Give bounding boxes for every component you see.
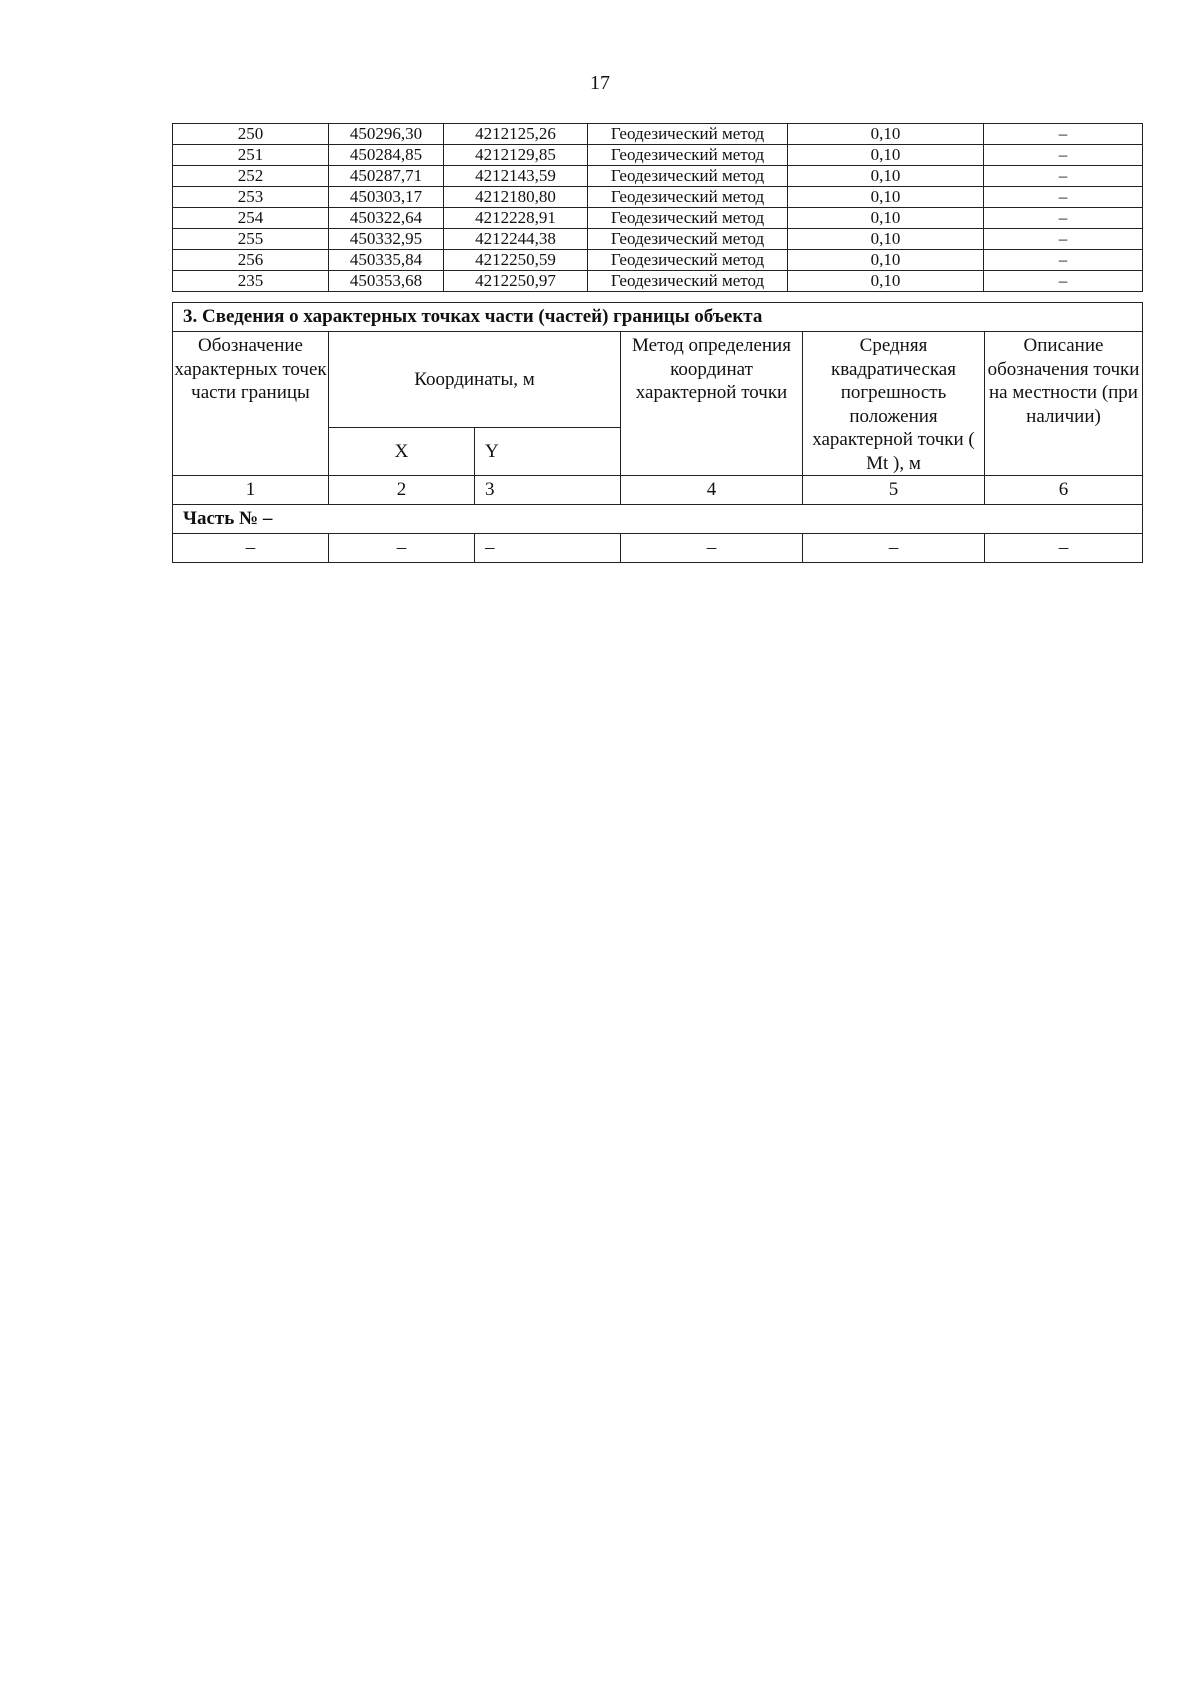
header-coordinates: Координаты, м [329,332,621,428]
page-number: 17 [590,72,610,94]
x-coordinate-cell: 450296,30 [329,124,444,145]
table-row [173,166,1143,187]
header-description: Описание обозначения точки на местности (при наличии) [985,332,1143,476]
table-row [173,187,1143,208]
y-coordinate-cell: 4212244,38 [444,229,588,250]
x-coordinate-cell: 450303,17 [329,187,444,208]
method-cell: Геодезический метод [588,271,788,292]
method-cell: Геодезический метод [588,229,788,250]
table-row [173,271,1143,292]
boundary-points-body [173,124,1143,292]
description-cell: – [984,208,1143,229]
header-method: Метод определения координат характерной точки [621,332,803,476]
accuracy-cell: 0,10 [788,166,984,187]
description-cell: – [984,166,1143,187]
table-cell: – [985,534,1143,563]
boundary-points-table [172,123,1143,292]
column-number: 2 [329,476,475,505]
y-coordinate-cell: 4212250,97 [444,271,588,292]
point-number-cell: 250 [173,124,329,145]
y-coordinate-cell: 4212129,85 [444,145,588,166]
point-number-cell: 254 [173,208,329,229]
method-cell: Геодезический метод [588,250,788,271]
y-coordinate-cell: 4212125,26 [444,124,588,145]
table-cell: – [329,534,475,563]
accuracy-cell: 0,10 [788,145,984,166]
accuracy-cell: 0,10 [788,229,984,250]
x-coordinate-cell: 450353,68 [329,271,444,292]
x-coordinate-cell: 450335,84 [329,250,444,271]
description-cell: – [984,124,1143,145]
description-cell: – [984,145,1143,166]
table-row [173,208,1143,229]
description-cell: – [984,271,1143,292]
header-x: X [329,428,475,476]
y-coordinate-cell: 4212180,80 [444,187,588,208]
table-row [173,124,1143,145]
section3-table [172,302,1143,563]
y-coordinate-cell: 4212250,59 [444,250,588,271]
column-number: 5 [803,476,985,505]
x-coordinate-cell: 450284,85 [329,145,444,166]
table-cell: – [173,534,329,563]
table-row [173,229,1143,250]
point-number-cell: 253 [173,187,329,208]
method-cell: Геодезический метод [588,187,788,208]
point-number-cell: 235 [173,271,329,292]
table-cell: – [475,534,621,563]
method-cell: Геодезический метод [588,166,788,187]
accuracy-cell: 0,10 [788,187,984,208]
empty-data-row [173,534,1143,563]
method-cell: Геодезический метод [588,208,788,229]
point-number-cell: 256 [173,250,329,271]
description-cell: – [984,187,1143,208]
section3-title: 3. Сведения о характерных точках части (частей) границы объекта [173,303,1143,332]
header-y: Y [475,428,621,476]
table-cell: – [803,534,985,563]
part-label: Часть № – [173,505,1143,534]
x-coordinate-cell: 450322,64 [329,208,444,229]
accuracy-cell: 0,10 [788,250,984,271]
method-cell: Геодезический метод [588,145,788,166]
column-number: 6 [985,476,1143,505]
y-coordinate-cell: 4212143,59 [444,166,588,187]
accuracy-cell: 0,10 [788,124,984,145]
method-cell: Геодезический метод [588,124,788,145]
table-row [173,145,1143,166]
description-cell: – [984,250,1143,271]
column-numbers-row [173,476,1143,505]
column-number: 3 [475,476,621,505]
point-number-cell: 251 [173,145,329,166]
point-number-cell: 255 [173,229,329,250]
header-accuracy: Средняя квадратическая погрешность положения характерной точки ( Mt ), м [803,332,985,476]
x-coordinate-cell: 450332,95 [329,229,444,250]
accuracy-cell: 0,10 [788,208,984,229]
y-coordinate-cell: 4212228,91 [444,208,588,229]
x-coordinate-cell: 450287,71 [329,166,444,187]
column-number: 1 [173,476,329,505]
header-designation: Обозначение характерных точек части границы [173,332,329,476]
table-row [173,250,1143,271]
description-cell: – [984,229,1143,250]
accuracy-cell: 0,10 [788,271,984,292]
point-number-cell: 252 [173,166,329,187]
table-cell: – [621,534,803,563]
column-number: 4 [621,476,803,505]
